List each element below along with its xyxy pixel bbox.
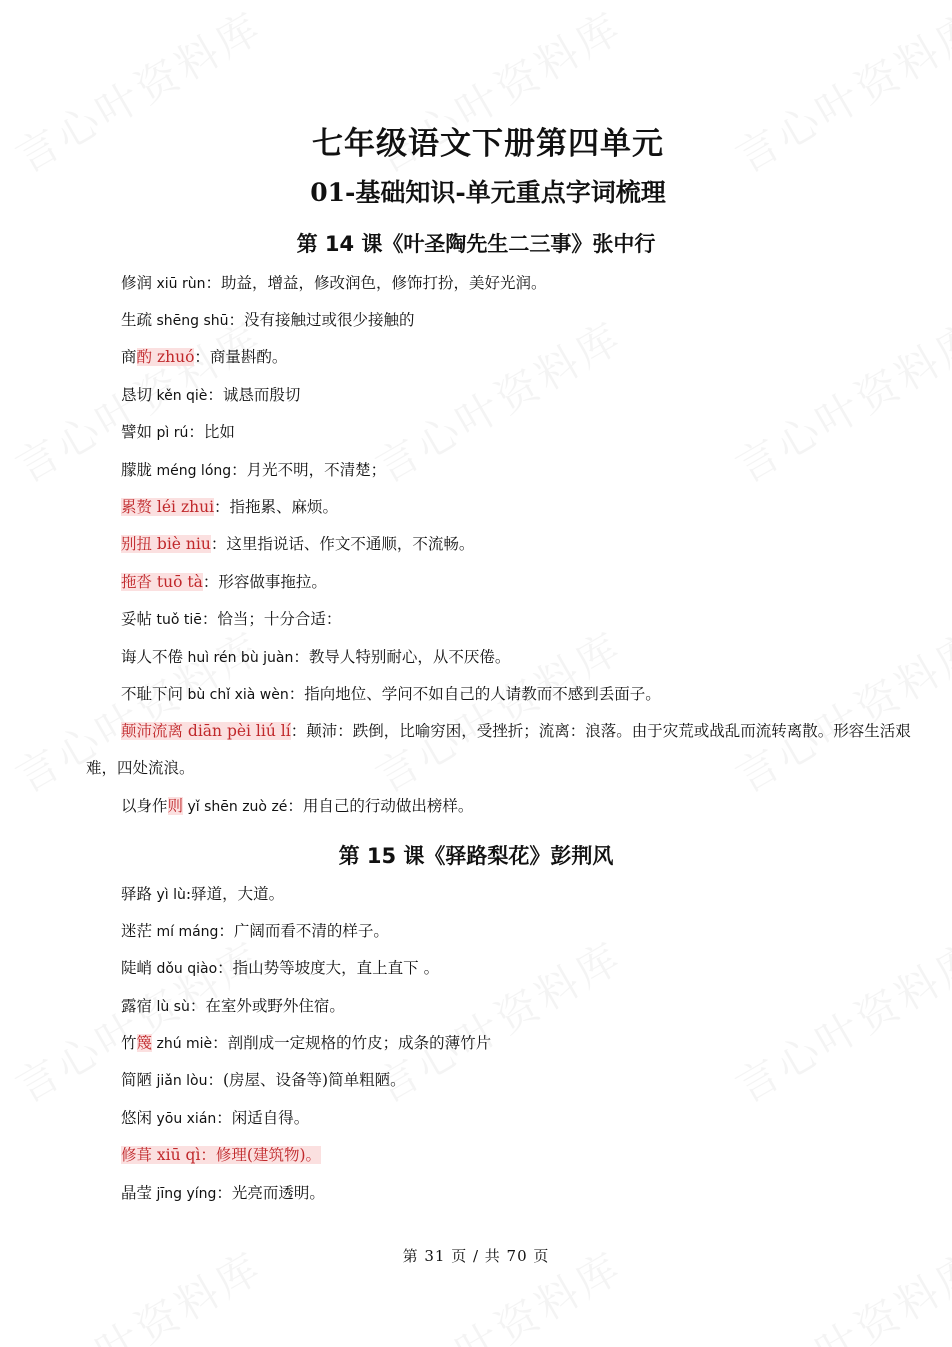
term: 譬如 — [121, 423, 153, 441]
highlighted-term: 酌 zhuó — [136, 348, 195, 366]
vocab-entry — [121, 1182, 912, 1205]
term: 露宿 — [121, 997, 153, 1015]
vocab-entry — [121, 309, 912, 332]
vocab-entry — [121, 957, 912, 980]
pinyin: yōu xián — [152, 1111, 217, 1127]
document-title: 七年级语文下册第四单元 — [312, 126, 664, 162]
pinyin: yǐ shēn zuò zé — [183, 799, 288, 815]
definition: ：闲适自得。 — [216, 1109, 310, 1127]
term: 驿路 — [121, 885, 153, 903]
vocab-entry — [121, 346, 912, 368]
definition: ：诚恳而殷切 — [207, 386, 301, 404]
vocab-entry — [121, 608, 912, 631]
definition: ：广阔而看不清的样子。 — [218, 922, 389, 940]
term: 简陋 — [121, 1071, 153, 1089]
term: 以身作 — [121, 797, 168, 815]
vocab-entry — [121, 1107, 912, 1130]
definition: ：没有接触过或很少接触的 — [228, 311, 415, 329]
pinyin: shēng shū — [152, 313, 229, 329]
pinyin: méng lóng — [152, 463, 232, 479]
definition: ：商量斟酌。 — [194, 348, 288, 366]
term: 陡峭 — [121, 959, 153, 977]
highlighted-term: 拖沓 tuō tà — [121, 573, 203, 591]
definition: ：助益，增益，修改润色，修饰打扮，美好光润。 — [205, 274, 547, 292]
pinyin: mí máng — [152, 924, 219, 940]
lesson-15-heading: 第 15 课《驿路梨花》彭荆风 — [338, 844, 614, 868]
pinyin: jīng yíng — [152, 1186, 217, 1202]
vocab-entry — [121, 1069, 912, 1092]
vocab-entry — [121, 883, 912, 906]
page-footer: 第 31 页 / 共 70 页 — [402, 1247, 550, 1265]
definition: :驿道，大道。 — [185, 885, 285, 903]
definition: ：恰当；十分合适： — [201, 610, 342, 628]
term: 竹 — [121, 1034, 137, 1052]
highlighted-term: 修葺 xiū qì：修理(建筑物)。 — [121, 1146, 322, 1164]
document-subtitle: 01-基础知识-单元重点字词梳理 — [310, 178, 666, 207]
term: 晶莹 — [121, 1184, 153, 1202]
vocab-entry — [121, 1144, 912, 1166]
vocab-entry — [121, 571, 912, 593]
term: 悠闲 — [121, 1109, 153, 1127]
vocab-entry — [121, 1032, 912, 1055]
definition: ：比如 — [188, 423, 235, 441]
definition: ：光亮而透明。 — [216, 1184, 325, 1202]
definition: ：形容做事拖拉。 — [202, 573, 327, 591]
vocab-entry — [121, 683, 912, 706]
definition: ：指山势等坡度大，直上直下 。 — [217, 959, 440, 977]
vocab-entry — [121, 384, 912, 407]
pinyin: jiǎn lòu — [152, 1073, 208, 1089]
definition: ：这里指说话、作文不通顺，不流畅。 — [210, 535, 475, 553]
pinyin: zhú miè — [152, 1036, 213, 1052]
term: 朦胧 — [121, 461, 153, 479]
highlighted-term: 累赘 léi zhui — [121, 498, 215, 516]
pinyin: huì rén bù juàn — [183, 650, 294, 666]
definition: ：剖削成一定规格的竹皮；成条的薄竹片 — [212, 1034, 492, 1052]
definition: ：指拖累、麻烦。 — [214, 498, 339, 516]
term: 生疏 — [121, 311, 153, 329]
pinyin: xiū rùn — [152, 276, 206, 292]
lesson-14-heading: 第 14 课《叶圣陶先生二三事》张中行 — [296, 232, 656, 256]
vocab-entry — [121, 272, 912, 295]
term: 妥帖 — [121, 610, 153, 628]
pinyin: bù chǐ xià wèn — [183, 687, 289, 703]
vocab-entry — [121, 459, 912, 482]
pinyin: yì lù — [152, 887, 186, 903]
highlighted-term: 篾 — [136, 1034, 153, 1052]
vocab-entry — [121, 533, 912, 555]
term: 不耻下问 — [121, 685, 184, 703]
definition: ：用自己的行动做出榜样。 — [287, 797, 474, 815]
definition: ：在室外或野外住宿。 — [189, 997, 345, 1015]
vocab-entry — [121, 795, 912, 818]
term: 商 — [121, 348, 137, 366]
term: 修润 — [121, 274, 153, 292]
term: 恳切 — [121, 386, 153, 404]
highlighted-term: 别扭 biè niu — [121, 535, 211, 553]
term: 迷茫 — [121, 922, 153, 940]
pinyin: pì rú — [152, 425, 189, 441]
definition: ：教导人特别耐心，从不厌倦。 — [293, 648, 511, 666]
vocab-entry — [86, 713, 912, 787]
pinyin: tuǒ tiē — [152, 612, 202, 628]
vocab-entry — [121, 421, 912, 444]
vocab-entry — [121, 920, 912, 943]
vocab-entry — [121, 646, 912, 669]
pinyin: kěn qiè — [152, 388, 208, 404]
highlighted-term: 颠沛流离 diān pèi liú lí — [121, 722, 291, 740]
definition: ：(房屋、设备等)简单粗陋。 — [207, 1071, 406, 1089]
vocab-entry — [121, 496, 912, 518]
definition: ：月光不明，不清楚； — [231, 461, 387, 479]
highlighted-term: 则 — [167, 797, 184, 815]
term: 诲人不倦 — [121, 648, 184, 666]
vocab-entry — [121, 995, 912, 1018]
definition: ：颠沛：跌倒，比喻穷困，受挫折；流离：浪落。由于灾荒或战乱而流转离散。形容生活艰难，四处流浪。 — [86, 722, 911, 777]
pinyin: lù sù — [152, 999, 190, 1015]
pinyin: dǒu qiào — [152, 961, 218, 977]
definition: ：指向地位、学问不如自己的人请教而不感到丢面子。 — [288, 685, 661, 703]
